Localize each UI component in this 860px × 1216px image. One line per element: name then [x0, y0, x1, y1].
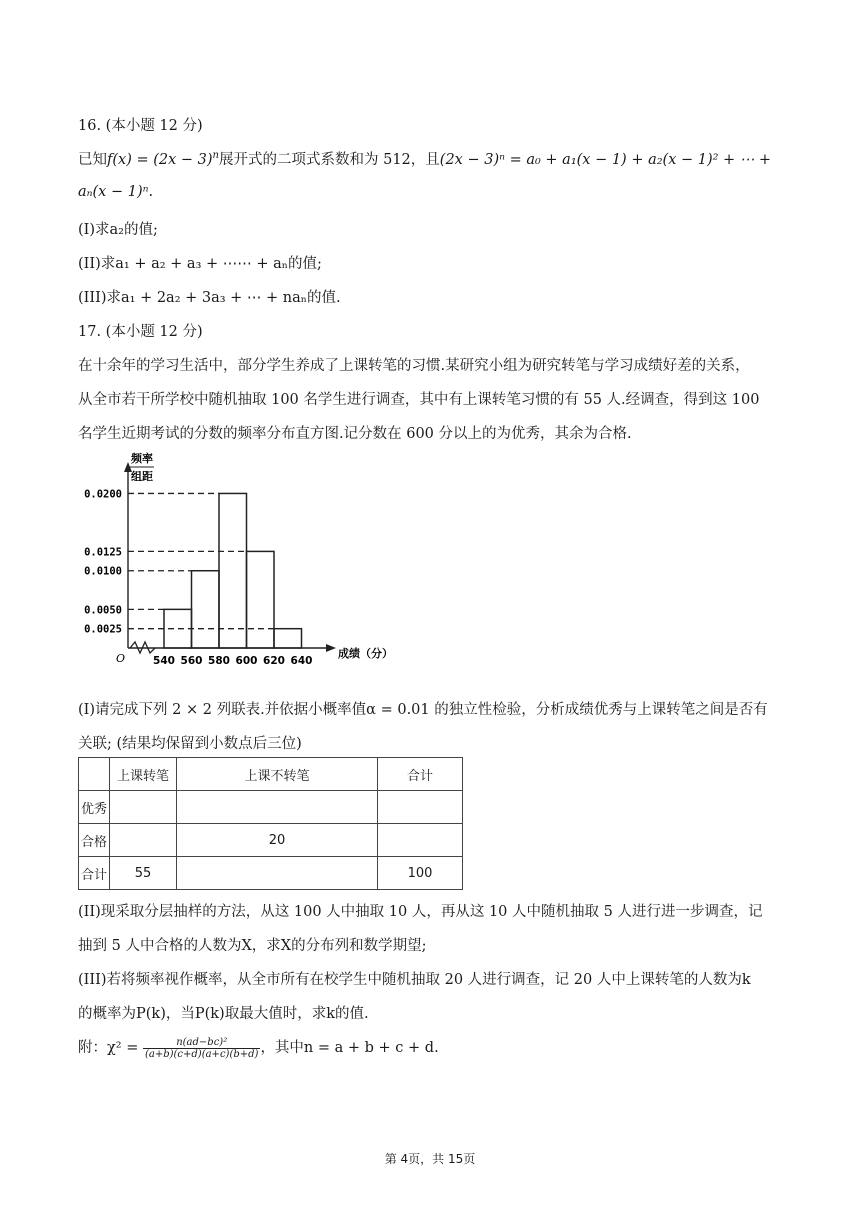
- q17-stem-line3: 名学生近期考试的分数的频率分布直方图.记分数在 600 分以上的为优秀，其余为合格.: [78, 426, 632, 442]
- table-header-cell: 上课转笔: [110, 758, 177, 791]
- q16-part3: (III)求a₁ + 2a₂ + 3a₃ + ⋯ + naₙ的值.: [78, 290, 341, 306]
- q16-part1: (I)求a₂的值;: [78, 222, 158, 238]
- x-axis-arrow: [326, 644, 336, 652]
- histogram-bar: [274, 629, 302, 648]
- histogram-bar: [192, 571, 220, 648]
- q17-title: 17. (本小题 12 分): [78, 324, 203, 340]
- y-tick-label: 0.0050: [84, 604, 122, 617]
- appendix-prefix: 附：χ² =: [78, 1040, 139, 1056]
- q17-stem-line2: 从全市若干所学校中随机抽取 100 名学生进行调查，其中有上课转笔习惯的有 55 人.经调查，得到这 100: [78, 392, 760, 408]
- table-cell: 优秀: [79, 791, 110, 824]
- q16-stem-expansion: (2x − 3)ⁿ = a₀ + a₁(x − 1) + a₂(x − 1)² + ⋯ +: [439, 152, 772, 168]
- frequency-histogram: [82, 452, 422, 672]
- x-tick-label: 640: [290, 655, 313, 667]
- x-tick-label: 580: [208, 655, 230, 667]
- y-axis-label-bottom: 组距: [131, 470, 153, 483]
- x-tick-label: 560: [180, 655, 203, 667]
- y-tick-label: 0.0100: [84, 565, 122, 578]
- q17-part2-line1: (II)现采取分层抽样的方法，从这 100 人中抽取 10 人，再从这 10 人中随机抽取 5 人进行进一步调查，记: [78, 904, 763, 920]
- table-row: [79, 791, 463, 824]
- q16-part2: (II)求a₁ + a₂ + a₃ + ⋯⋯ + aₙ的值;: [78, 256, 322, 272]
- histogram-bar: [219, 493, 247, 648]
- q16-stem-line2: aₙ(x − 1)ⁿ.: [78, 184, 154, 200]
- table-cell: [110, 791, 177, 824]
- q17-part3-line1: (III)若将频率视作概率，从全市所有在校学生中随机抽取 20 人进行调查，记 20 人中上课转笔的人数为k: [78, 972, 751, 988]
- q17-appendix: [78, 1036, 439, 1060]
- q17-part3-line2: 的概率为P(k)，当P(k)取最大值时，求k的值.: [78, 1006, 369, 1022]
- table-cell: 合计: [79, 857, 110, 890]
- q17-part1-line1: (I)请完成下列 2 × 2 列联表.并依据小概率值α = 0.01 的独立性检验，分析成绩优秀与上课转笔之间是否有: [78, 702, 768, 718]
- table-cell: 55: [110, 857, 177, 890]
- table-cell: [177, 857, 378, 890]
- contingency-table: [78, 757, 463, 890]
- y-axis-label-top: 频率: [131, 452, 153, 465]
- q16-stem-n: n: [212, 150, 219, 161]
- table-cell: 合格: [79, 824, 110, 857]
- chi-square-fraction: [143, 1037, 260, 1060]
- table-cell: 100: [378, 857, 463, 890]
- q17-part1-line2: 关联; (结果均保留到小数点后三位): [78, 736, 302, 752]
- table-header-cell: 合计: [378, 758, 463, 791]
- x-tick-label: 600: [235, 655, 258, 667]
- table-row: [79, 824, 463, 857]
- histogram-bar: [247, 551, 275, 648]
- table-header-row: [79, 758, 463, 791]
- table-header-cell: [79, 758, 110, 791]
- q16-stem-f: f(x) = (2x − 3): [107, 152, 213, 168]
- fraction-numerator: n(ad−bc)²: [143, 1037, 260, 1049]
- q17-stem-line1: 在十余年的学习生活中，部分学生养成了上课转笔的习惯.某研究小组为研究转笔与学习成绩好差的关系，: [78, 358, 750, 374]
- y-tick-label: 0.0125: [84, 546, 122, 559]
- x-tick-label: 620: [263, 655, 285, 667]
- y-tick-label: 0.0025: [84, 623, 122, 636]
- x-tick-label: 540: [153, 655, 175, 667]
- origin-label: O: [116, 652, 126, 665]
- table-cell: 20: [177, 824, 378, 857]
- page-footer: 第 4页，共 15页: [384, 1152, 476, 1166]
- fraction-denominator: (a+b)(c+d)(a+c)(b+d): [144, 1048, 259, 1060]
- table-cell: [378, 791, 463, 824]
- q17-part2-line2: 抽到 5 人中合格的人数为X，求X的分布列和数学期望;: [78, 938, 427, 954]
- q16-title: 16. (本小题 12 分): [78, 118, 203, 134]
- y-tick-label: 0.0200: [84, 488, 122, 501]
- q16-stem-prefix: 已知: [78, 152, 107, 168]
- x-axis-label: 成绩（分）: [338, 647, 393, 660]
- q16-stem-line1: [78, 148, 771, 169]
- q16-stem-mid: 展开式的二项式系数和为 512，且: [219, 152, 440, 168]
- table-cell: [110, 824, 177, 857]
- appendix-suffix: ，其中n = a + b + c + d.: [260, 1040, 439, 1056]
- table-cell: [378, 824, 463, 857]
- table-row: [79, 857, 463, 890]
- table-cell: [177, 791, 378, 824]
- table-header-cell: 上课不转笔: [177, 758, 378, 791]
